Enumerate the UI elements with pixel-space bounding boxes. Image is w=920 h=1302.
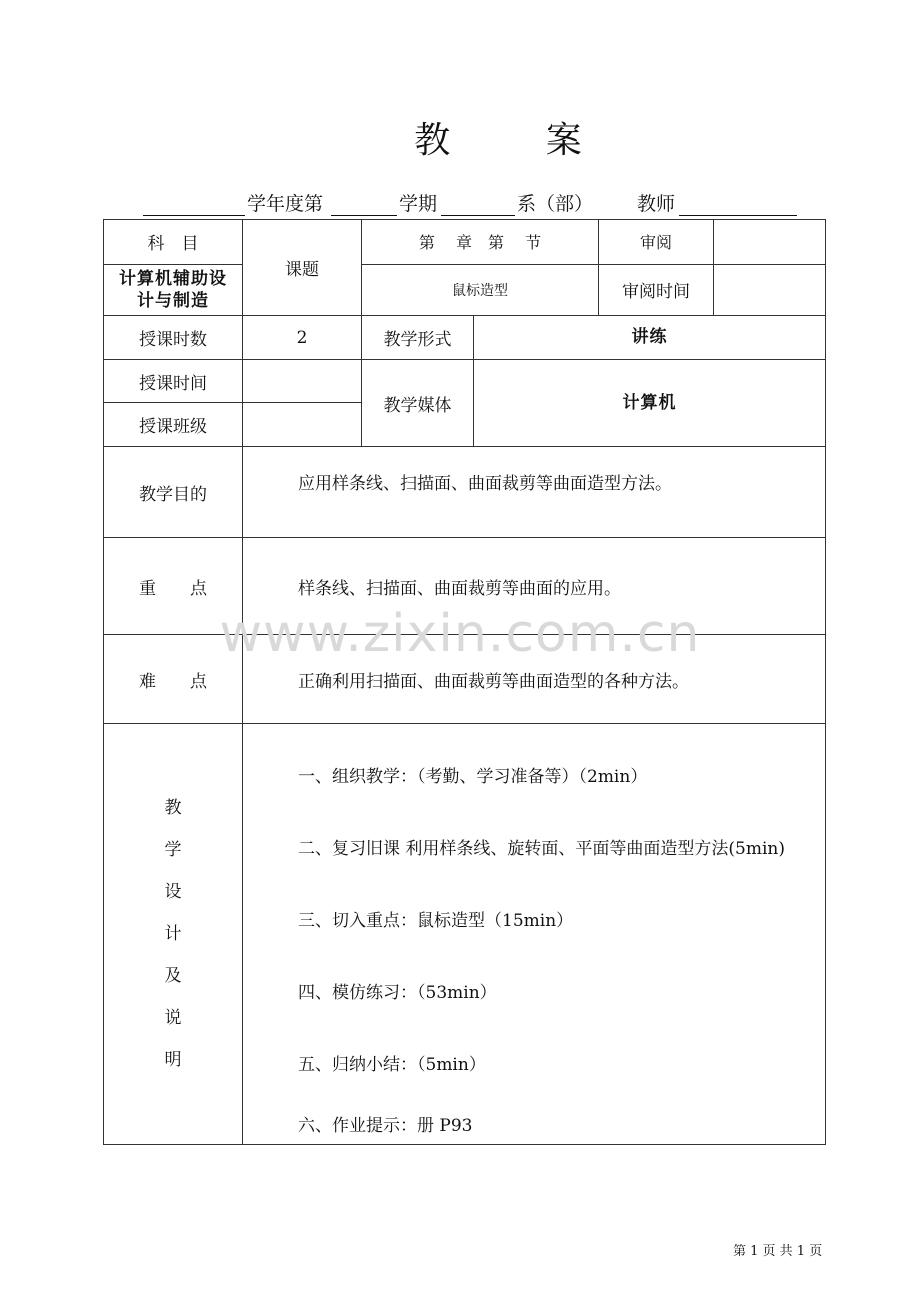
- review-value[interactable]: [714, 220, 826, 264]
- topic-cell: [362, 220, 826, 316]
- goal-label: 教学目的: [104, 447, 243, 538]
- dept-blank[interactable]: [441, 191, 515, 216]
- media-value: 计算机: [474, 360, 826, 447]
- difficulty-value: 正确利用扫描面、曲面裁剪等曲面造型的各种方法。: [243, 635, 826, 724]
- subject-value: 计算机辅助设计与制造: [119, 268, 227, 311]
- form-value: 讲练: [474, 316, 826, 360]
- design-label-char: 设: [164, 882, 182, 902]
- design-label-char: 明: [164, 1050, 182, 1070]
- step-item: 六、作业提示：册 P93: [298, 1116, 473, 1136]
- design-label-char: 学: [164, 840, 182, 860]
- design-label-char: 计: [164, 924, 182, 944]
- dept-label: 系（部）: [517, 193, 594, 215]
- header-line: [143, 191, 823, 221]
- time-label: 授课时间: [104, 360, 243, 403]
- topic-label: 课题: [243, 220, 362, 316]
- chapter-label: 第 章 第 节: [362, 220, 599, 264]
- topic-value: 鼠标造型: [362, 264, 599, 315]
- form-label: 教学形式: [362, 316, 474, 360]
- key-value: 样条线、扫描面、曲面裁剪等曲面的应用。: [243, 538, 826, 635]
- step-item: 四、模仿练习：（53min）: [298, 983, 497, 1003]
- key-label: 重 点: [104, 538, 243, 635]
- step-item: 五、归纳小结：（5min）: [298, 1055, 486, 1075]
- design-label-char: 及: [164, 966, 182, 986]
- step-item: 三、切入重点：鼠标造型（15min）: [298, 911, 574, 931]
- hours-value: 2: [243, 316, 362, 360]
- lesson-plan-table: [103, 219, 826, 1145]
- year-label: 学年度第: [247, 193, 324, 215]
- title-char-1: 教: [414, 120, 451, 161]
- time-value[interactable]: [243, 360, 362, 403]
- class-label: 授课班级: [104, 403, 243, 447]
- title-char-2: 案: [545, 120, 582, 161]
- difficulty-label: 难 点: [104, 635, 243, 724]
- design-label: [104, 724, 243, 1145]
- teacher-label: 教师: [637, 193, 676, 215]
- media-label: 教学媒体: [362, 360, 474, 447]
- review-time-value[interactable]: [714, 264, 826, 315]
- design-label-char: 教: [164, 798, 182, 818]
- year-blank[interactable]: [143, 191, 245, 216]
- term-label: 学期: [399, 193, 438, 215]
- review-label: 审阅: [599, 220, 714, 264]
- class-value[interactable]: [243, 403, 362, 447]
- design-label-char: 说: [164, 1008, 182, 1028]
- hours-label: 授课时数: [104, 316, 243, 360]
- step-item: 一、组织教学：（考勤、学习准备等）（2min）: [298, 767, 648, 787]
- design-content: [243, 724, 826, 1145]
- term-blank[interactable]: [331, 191, 397, 216]
- document-title: [0, 112, 920, 163]
- watermark: www.zixin.com.cn: [219, 604, 701, 664]
- goal-value: 应用样条线、扫描面、曲面裁剪等曲面造型方法。: [243, 447, 826, 538]
- subject-cell: [104, 220, 243, 316]
- page-footer: 第 1 页 共 1 页: [733, 1244, 823, 1259]
- review-time-label: 审阅时间: [599, 264, 714, 315]
- teacher-blank[interactable]: [679, 191, 797, 216]
- subject-label: 科 目: [104, 220, 242, 264]
- step-item: 二、复习旧课 利用样条线、旋转面、平面等曲面造型方法(5min): [298, 839, 785, 859]
